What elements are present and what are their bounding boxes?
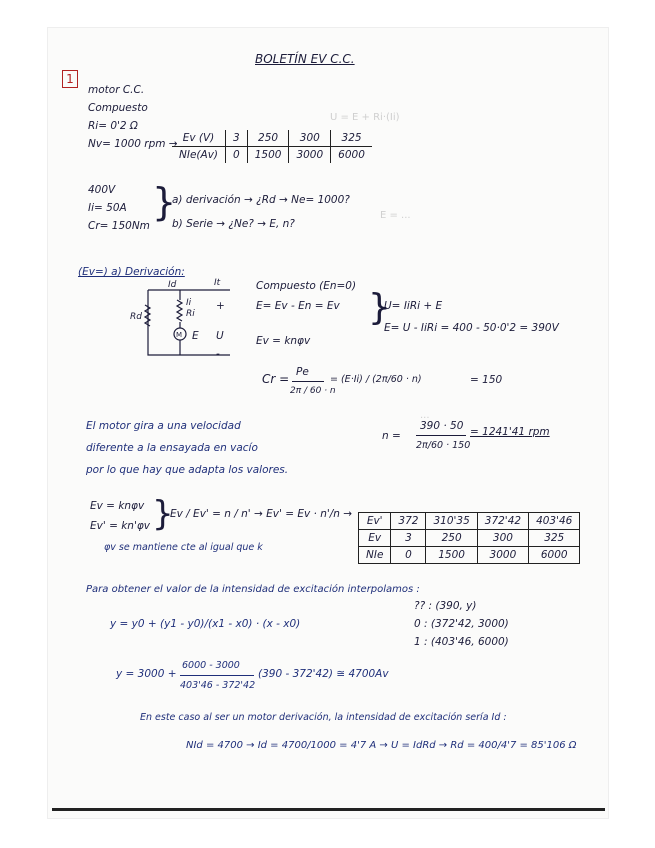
interp-formula: y = y0 + (y1 - y0)/(x1 - x0) · (x - x0) — [110, 618, 301, 630]
fraction-bar — [180, 675, 254, 676]
interp-calc-den: 403'46 - 372'42 — [180, 680, 256, 691]
table-cell: 1500 — [426, 547, 477, 564]
table-row — [359, 513, 580, 530]
bleed-through-text: ... — [420, 410, 430, 421]
interp-point-1: 1 : (403'46, 6000) — [414, 636, 509, 648]
brace: } — [152, 180, 177, 224]
table-cell: 310'35 — [426, 513, 477, 530]
label-plus: + — [216, 300, 225, 312]
table-cell: 325 — [529, 530, 580, 547]
ev-eq-c: Ev / Ev' = n / n' → Ev' = Ev · n'/n → — [170, 508, 353, 520]
eq-u2: E= U - IiRi = 400 - 50·0'2 = 390V — [384, 322, 559, 334]
table-cell: 300 — [289, 130, 331, 147]
given-voltage: 400V — [88, 184, 116, 196]
given-motor: motor C.C. — [88, 84, 145, 96]
eq-cr-den: 2π / 60 · n — [290, 386, 336, 396]
table-cell: 3 — [391, 530, 426, 547]
label-e: E — [192, 330, 199, 342]
table-cell: 250 — [426, 530, 477, 547]
given-ri: Ri= 0'2 Ω — [88, 120, 138, 132]
question-a: a) derivación → ¿Rd → Ne= 1000? — [172, 194, 350, 206]
table-cell: 403'46 — [529, 513, 580, 530]
table-row — [359, 547, 580, 564]
eq-e1: E= Ev - En = Ev — [256, 300, 340, 312]
note-line1: El motor gira a una velocidad — [86, 420, 241, 432]
table-cell: Ev — [359, 530, 391, 547]
table-row — [359, 530, 580, 547]
bleed-through-text: U = E + Ri·(Ii) — [330, 112, 400, 123]
eq-cr-res: = 150 — [470, 374, 503, 386]
eq-cr-num: Pe — [296, 366, 309, 378]
label-it: It — [214, 278, 221, 288]
table-cell: 6000 — [529, 547, 580, 564]
interp-calc-a: y = 3000 + — [116, 668, 177, 680]
bleed-through-text: E = ... — [380, 210, 411, 221]
given-nv: Nv= 1000 rpm → — [88, 138, 178, 150]
problem-number: 1 — [62, 70, 78, 88]
table-cell: 372'42 — [477, 513, 528, 530]
note-line3: por lo que hay que adapta los valores. — [86, 464, 289, 476]
label-rd: Rd — [130, 312, 142, 322]
table-cell: 1500 — [247, 147, 289, 164]
section-a-label: (Ev=) a) Derivación: — [78, 266, 185, 278]
eq-n-den: 2π/60 · 150 — [416, 440, 471, 451]
table-cell: Ev (V) — [172, 130, 226, 147]
table-cell: 0 — [226, 147, 248, 164]
brace: } — [152, 494, 174, 534]
eq-n-res: = 1241'41 rpm — [470, 426, 550, 438]
interp-calc-b: (390 - 372'42) ≅ 4700Av — [258, 668, 389, 680]
final-intro: En este caso al ser un motor derivación, la intensidad de excitación sería Id : — [140, 712, 507, 723]
motor-symbol: M — [176, 331, 183, 339]
given-current: Ii= 50A — [88, 202, 127, 214]
table-cell: 3 — [226, 130, 248, 147]
eq-cr-mid: = (E·Ii) / (2π/60 · n) — [330, 374, 422, 385]
fraction-bar — [416, 435, 466, 436]
interp-point-0: 0 : (372'42, 3000) — [414, 618, 509, 630]
table-cell: NIe — [359, 547, 391, 564]
table-cell: 372 — [391, 513, 426, 530]
final-equation: NId = 4700 → Id = 4700/1000 = 4'7 A → U = IdRd → Rd = 400/4'7 = 85'106 Ω — [186, 740, 577, 751]
label-id: Id — [168, 280, 177, 290]
brace: } — [368, 287, 391, 328]
table-cell: 325 — [331, 130, 372, 147]
ev-eq-b: Ev' = kn'φv — [90, 520, 150, 532]
eq-u1: U= IiRi + E — [384, 300, 443, 312]
page-title: BOLETÍN EV C.C. — [255, 52, 355, 66]
table-cell: 0 — [391, 547, 426, 564]
eq-n-num: 390 · 50 — [420, 420, 464, 432]
ev-eq-a: Ev = knφv — [90, 500, 145, 512]
table-cell: NIe(Av) — [179, 149, 219, 161]
eq-compuesto: Compuesto (En=0) — [256, 280, 357, 292]
table-cell: 3000 — [477, 547, 528, 564]
note-line2: diferente a la ensayada en vacío — [86, 442, 258, 454]
label-u: U — [216, 330, 224, 342]
table-adjusted — [358, 512, 580, 564]
label-minus: - — [216, 348, 220, 360]
label-ri: Ri — [186, 309, 195, 319]
interp-calc-num: 6000 - 3000 — [182, 660, 240, 671]
table-cell: Ev' — [359, 513, 391, 530]
fraction-bar — [292, 381, 324, 382]
table-cell: 300 — [477, 530, 528, 547]
table-cell: 3000 — [289, 147, 331, 164]
question-b: b) Serie → ¿Ne? → E, n? — [172, 218, 295, 230]
interp-intro: Para obtener el valor de la intensidad de excitación interpolamos : — [86, 584, 420, 595]
given-torque: Cr= 150Nm — [88, 220, 150, 232]
table-cell: 6000 — [331, 147, 372, 164]
interp-point-q: ?? : (390, y) — [414, 600, 477, 612]
given-type: Compuesto — [88, 102, 148, 114]
table-cell: 250 — [247, 130, 289, 147]
eq-cr-lhs: Cr = — [262, 372, 290, 386]
label-ii: Ii — [186, 298, 192, 308]
eq-n-lhs: n = — [382, 430, 401, 442]
ev-eq-d: φv se mantiene cte al igual que k — [104, 542, 263, 553]
eq-e2: Ev = knφv — [256, 335, 311, 347]
